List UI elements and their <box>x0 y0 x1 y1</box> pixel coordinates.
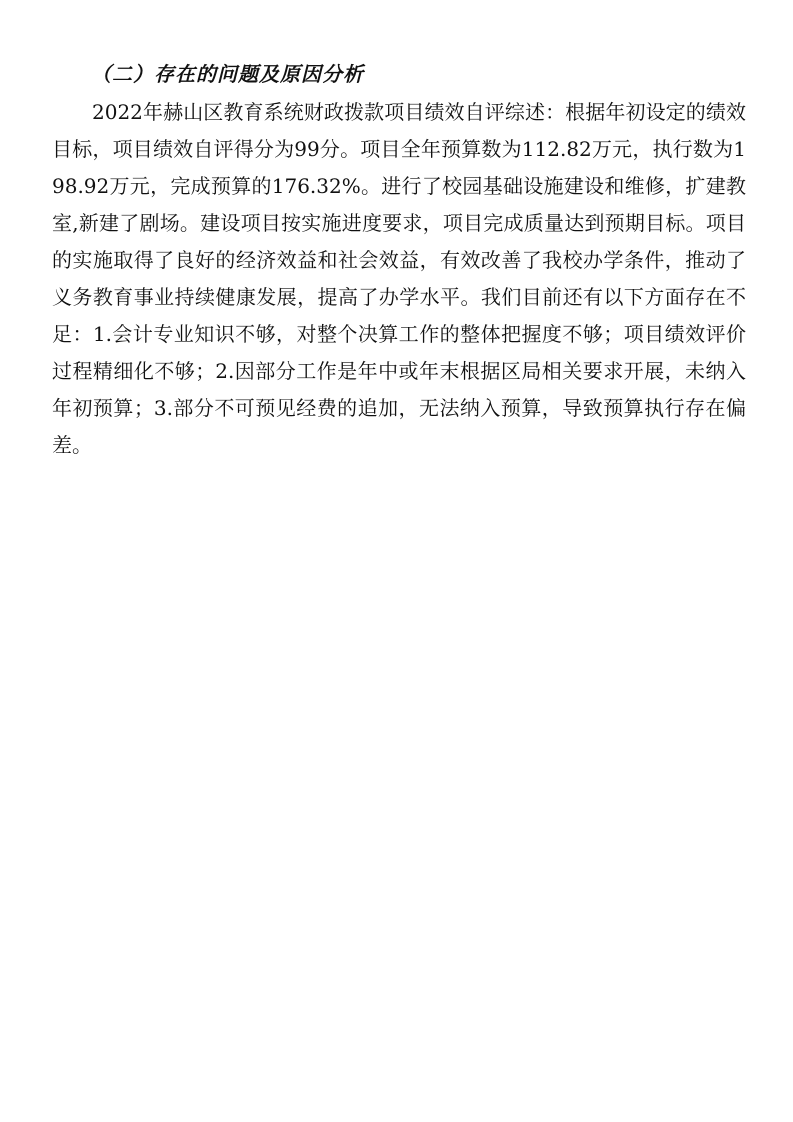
body-paragraph: 2022年赫山区教育系统财政拨款项目绩效自评综述：根据年初设定的绩效目标，项目绩效自评得分为99分。项目全年预算数为112.82万元，执行数为198.92万元，完成预算的176.32%。进行了校园基础设施建设和维修，扩建教室,新建了剧场。建设项目按实施进度要求，项目完成质量达到预期目标。项目的实施取得了良好的经济效益和社会效益，有效改善了我校办学条件，推动了义务教育事业持续健康发展，提高了办学水平。我们目前还有以下方面存在不足：1.会计专业知识不够，对整个决算工作的整体把握度不够；项目绩效评价过程精细化不够；2.因部分工作是年中或年末根据区局相关要求开展，未纳入年初预算；3.部分不可预见经费的追加，无法纳入预算，导致预算执行存在偏差。 <box>52 100 746 457</box>
section-heading: （二）存在的问题及原因分析 <box>91 62 364 86</box>
